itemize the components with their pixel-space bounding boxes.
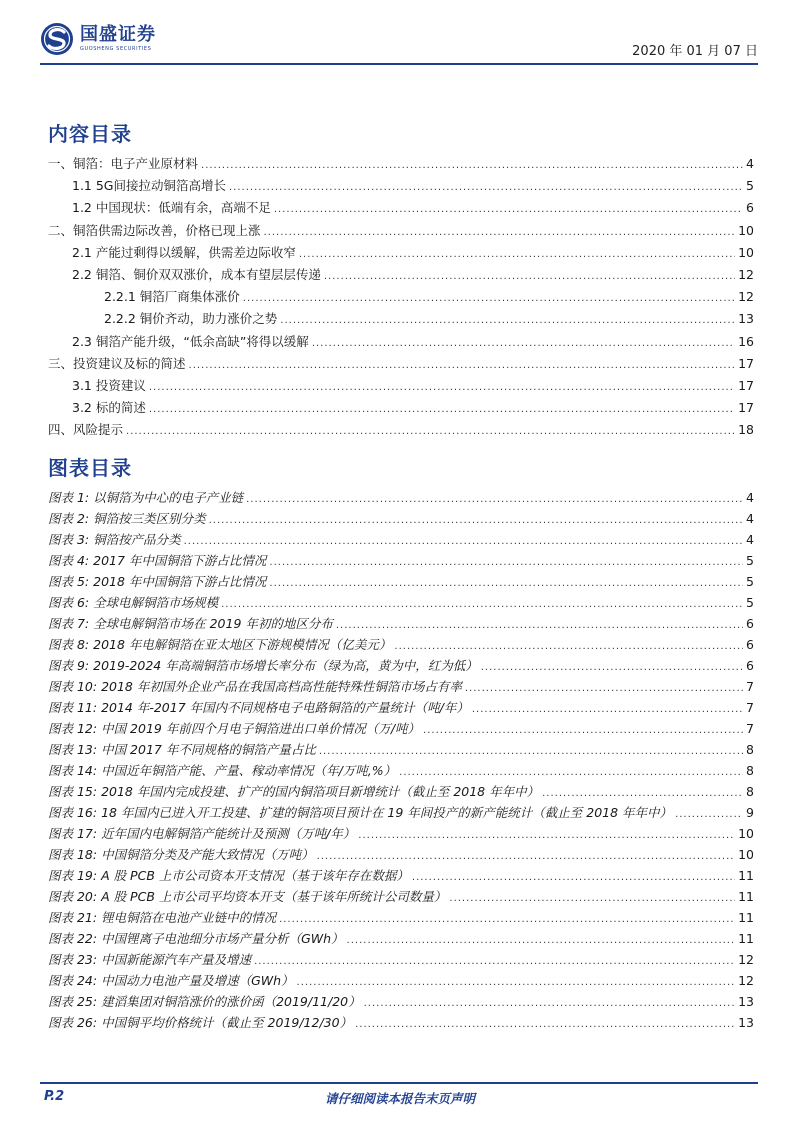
figure-item-text: 图表 12: 中国 2019 年前四个月电子铜箔进出口单价情况（万/吨） [48, 721, 421, 736]
figure-item-text: 图表 5: 2018 年中国铜箔下游占比情况 [48, 574, 267, 589]
toc-item-page: 12 [738, 289, 754, 305]
toc-item[interactable] [72, 376, 754, 396]
figure-item-text: 图表 25: 建滔集团对铜箔涨价的涨价函（2019/11/20） [48, 994, 361, 1009]
figure-item-page: 11 [738, 931, 754, 946]
figure-item-page: 7 [746, 700, 754, 715]
figure-item-text: 图表 4: 2017 年中国铜箔下游占比情况 [48, 553, 267, 568]
toc-item-text: 2.2 铜箔、铜价双双涨价，成本有望层层传递 [72, 267, 321, 282]
leader-dots [274, 200, 743, 220]
page-header [40, 22, 758, 62]
figure-item-text: 图表 16: 18 年国内已进入开工投建、扩建的铜箔项目预计在 19 年间投产的新产能统计（截止至 2018 年年中） [48, 805, 673, 820]
leader-dots [336, 616, 743, 636]
leader-dots [243, 289, 735, 309]
figure-item[interactable] [48, 572, 754, 592]
figure-item-page: 5 [746, 553, 754, 568]
leader-dots [299, 245, 735, 265]
figure-item-page: 13 [738, 994, 754, 1009]
toc-item-text: 三、投资建议及标的简述 [48, 355, 186, 371]
toc-item-page: 16 [738, 333, 754, 349]
figure-item-page: 11 [738, 868, 754, 883]
toc-item[interactable] [48, 420, 754, 440]
figure-item-text: 图表 24: 中国动力电池产量及增速（GWh） [48, 973, 294, 988]
toc-item-text: 二、铜箔供需边际改善，价格已现上涨 [48, 222, 261, 238]
figure-item-text: 图表 15: 2018 年国内完成投建、扩产的国内铜箔项目新增统计（截止至 2018 年年中） [48, 784, 540, 799]
figure-item-text: 图表 10: 2018 年初国外企业产品在我国高档高性能特殊性铜箔市场占有率 [48, 679, 462, 694]
leader-dots [394, 637, 743, 657]
leader-dots [269, 553, 743, 573]
toc-item-text: 2.3 铜箔产能升级，“低余高缺”将得以缓解 [72, 333, 309, 349]
leader-dots [269, 574, 743, 594]
toc-item-text: 一、铜箔：电子产业原材料 [48, 156, 199, 171]
toc-item[interactable] [104, 309, 754, 329]
leader-dots [221, 595, 743, 615]
figure-item[interactable] [48, 1013, 754, 1033]
figure-item[interactable] [48, 488, 754, 508]
footer-divider [40, 1082, 758, 1084]
leader-dots [675, 805, 743, 825]
leader-dots [472, 700, 743, 720]
figure-item-page: 11 [738, 910, 754, 925]
leader-dots [254, 952, 735, 972]
toc-title: 内容目录 [48, 122, 132, 146]
leader-dots [449, 889, 735, 909]
figure-item-text: 图表 17: 近年国内电解铜箔产能统计及预测（万吨/年） [48, 826, 356, 841]
figure-item-page: 6 [746, 637, 754, 652]
leader-dots [465, 679, 743, 699]
toc-item-page: 17 [738, 355, 754, 371]
logo-icon [40, 22, 74, 56]
figure-item[interactable] [48, 971, 754, 991]
figure-item-text: 图表 6: 全球电解铜箔市场规模 [48, 595, 219, 610]
figure-item[interactable] [48, 698, 754, 718]
toc-item-page: 13 [738, 311, 754, 327]
figure-item-text: 图表 13: 中国 2017 年不同规格的铜箔产量占比 [48, 742, 316, 757]
toc-item-page: 10 [738, 244, 754, 260]
leader-dots [297, 973, 736, 993]
toc-item-page: 10 [738, 222, 754, 238]
leader-dots [189, 356, 736, 376]
toc-item-page: 4 [746, 156, 754, 171]
leader-dots [279, 910, 735, 930]
leader-dots [542, 784, 743, 804]
figure-item[interactable] [48, 614, 754, 634]
figure-item[interactable] [48, 551, 754, 571]
company-logo [40, 22, 156, 56]
leader-dots [319, 742, 743, 762]
page-number: P.2 [44, 1089, 65, 1104]
toc-item[interactable] [48, 221, 754, 241]
leader-dots [184, 532, 743, 552]
toc-item-text: 2.1 产能过剩得以缓解，供需差边际收窄 [72, 244, 296, 260]
toc-item-text: 3.1 投资建议 [72, 378, 146, 393]
leader-dots [481, 658, 743, 678]
figure-item-text: 图表 2: 铜箔按三类区别分类 [48, 511, 206, 526]
toc-item-page: 6 [746, 200, 754, 216]
figure-item-page: 11 [738, 889, 754, 904]
figure-item[interactable] [48, 845, 754, 865]
toc-item-page: 5 [746, 178, 754, 194]
figure-item-page: 9 [746, 805, 754, 820]
toc-item-text: 3.2 标的简述 [72, 400, 146, 416]
figure-item-text: 图表 18: 中国铜箔分类及产能大致情况（万吨） [48, 847, 314, 862]
figure-item[interactable] [48, 950, 754, 970]
leader-dots [209, 511, 743, 531]
toc-item-text: 四、风险提示 [48, 422, 124, 438]
toc-item[interactable] [72, 265, 754, 285]
figure-item[interactable] [48, 635, 754, 655]
figure-item-page: 8 [746, 763, 754, 778]
figure-item-page: 6 [746, 658, 754, 673]
figure-item-page: 13 [738, 1015, 754, 1030]
toc-item-page: 17 [738, 378, 754, 393]
leader-dots [347, 931, 736, 951]
leader-dots [246, 490, 743, 510]
leader-dots [423, 721, 743, 741]
figure-item[interactable] [48, 677, 754, 697]
leader-dots [149, 400, 735, 420]
figure-item[interactable] [48, 824, 754, 844]
logo-text-cn: 国盛证券 [80, 24, 156, 45]
figure-item[interactable] [48, 530, 754, 550]
leader-dots [399, 763, 743, 783]
figure-item[interactable] [48, 761, 754, 781]
toc-item-text: 1.1 5G间接拉动铜箔高增长 [72, 178, 226, 194]
leader-dots [229, 178, 743, 198]
figure-item-text: 图表 26: 中国铜平均价格统计（截止至 2019/12/30） [48, 1015, 353, 1030]
toc-item[interactable] [72, 198, 754, 218]
figure-item-page: 5 [746, 574, 754, 589]
figure-item[interactable] [48, 740, 754, 760]
figure-item-page: 5 [746, 595, 754, 610]
leader-dots [126, 422, 735, 442]
figure-item-text: 图表 20: A 股 PCB 上市公司平均资本开支（基于该年所统计公司数量） [48, 889, 447, 904]
figure-item-page: 4 [746, 490, 754, 505]
figure-item[interactable] [48, 908, 754, 928]
figure-item[interactable] [48, 656, 754, 676]
leader-dots [355, 1015, 735, 1035]
leader-dots [280, 311, 735, 331]
figure-item[interactable] [48, 593, 754, 613]
figure-item[interactable] [48, 782, 754, 802]
figure-item-text: 图表 1: 以铜箔为中心的电子产业链 [48, 490, 244, 505]
figure-item-page: 4 [746, 532, 754, 547]
leader-dots [364, 994, 735, 1014]
toc-item[interactable] [72, 398, 754, 418]
figure-item[interactable] [48, 866, 754, 886]
figure-item-page: 12 [738, 973, 754, 988]
figure-item-text: 图表 7: 全球电解铜箔市场在 2019 年初的地区分布 [48, 616, 333, 631]
footer-disclaimer: 请仔细阅读本报告末页声明 [324, 1091, 475, 1106]
figure-item-page: 12 [738, 952, 754, 967]
figure-item-text: 图表 3: 铜箔按产品分类 [48, 532, 181, 547]
figure-item-page: 8 [746, 742, 754, 757]
figure-item-page: 8 [746, 784, 754, 799]
toc-item[interactable] [72, 332, 754, 352]
figure-item-page: 4 [746, 511, 754, 526]
leader-dots [312, 334, 735, 354]
figure-item-text: 图表 14: 中国近年铜箔产能、产量、稼动率情况（年/万吨,%） [48, 763, 397, 778]
figure-item-text: 图表 22: 中国锂离子电池细分市场产量分析（GWh） [48, 931, 344, 946]
figure-item-text: 图表 21: 锂电铜箔在电池产业链中的情况 [48, 910, 277, 925]
leader-dots [149, 378, 735, 398]
figure-item-text: 图表 8: 2018 年电解铜箔在亚太地区下游规模情况（亿美元） [48, 637, 392, 652]
figure-item[interactable] [48, 719, 754, 739]
toc-item-text: 1.2 中国现状：低端有余，高端不足 [72, 200, 271, 216]
figure-item[interactable] [48, 509, 754, 529]
leader-dots [324, 267, 735, 287]
figure-item-page: 7 [746, 721, 754, 736]
leader-dots [412, 868, 735, 888]
header-divider [40, 63, 758, 65]
leader-dots [264, 223, 736, 243]
toc-item-page: 18 [738, 422, 754, 438]
figure-item-page: 10 [738, 847, 754, 862]
leader-dots [358, 826, 735, 846]
report-date: 2020 年 01 月 07 日 [632, 44, 758, 59]
figure-item-page: 10 [738, 826, 754, 841]
toc-item[interactable] [72, 176, 754, 196]
figure-item-text: 图表 19: A 股 PCB 上市公司资本开支情况（基于该年存在数据） [48, 868, 409, 883]
toc-item[interactable] [104, 287, 754, 307]
toc-item-page: 12 [738, 267, 754, 282]
figure-item[interactable] [48, 887, 754, 907]
toc-item[interactable] [48, 354, 754, 374]
leader-dots [201, 156, 743, 176]
figure-item[interactable] [48, 992, 754, 1012]
toc-item[interactable] [72, 243, 754, 263]
figures-title: 图表目录 [48, 456, 132, 480]
toc-item-text: 2.2.1 铜箔厂商集体涨价 [104, 289, 240, 305]
figure-item-text: 图表 23: 中国新能源汽车产量及增速 [48, 952, 252, 967]
toc-item-text: 2.2.2 铜价齐动，助力涨价之势 [104, 311, 278, 327]
figure-item-text: 图表 9: 2019-2024 年高端铜箔市场增长率分布（绿为高，黄为中，红为低） [48, 658, 478, 673]
leader-dots [317, 847, 736, 867]
figure-item[interactable] [48, 803, 754, 823]
figure-item-page: 7 [746, 679, 754, 694]
figure-item-page: 6 [746, 616, 754, 631]
logo-text-en: GUOSHENG SECURITIES [80, 46, 152, 52]
figure-item-text: 图表 11: 2014 年-2017 年国内不同规格电子电路铜箔的产量统计（吨/年） [48, 700, 469, 715]
figure-item[interactable] [48, 929, 754, 949]
toc-item-page: 17 [738, 400, 754, 416]
toc-item[interactable] [48, 154, 754, 174]
